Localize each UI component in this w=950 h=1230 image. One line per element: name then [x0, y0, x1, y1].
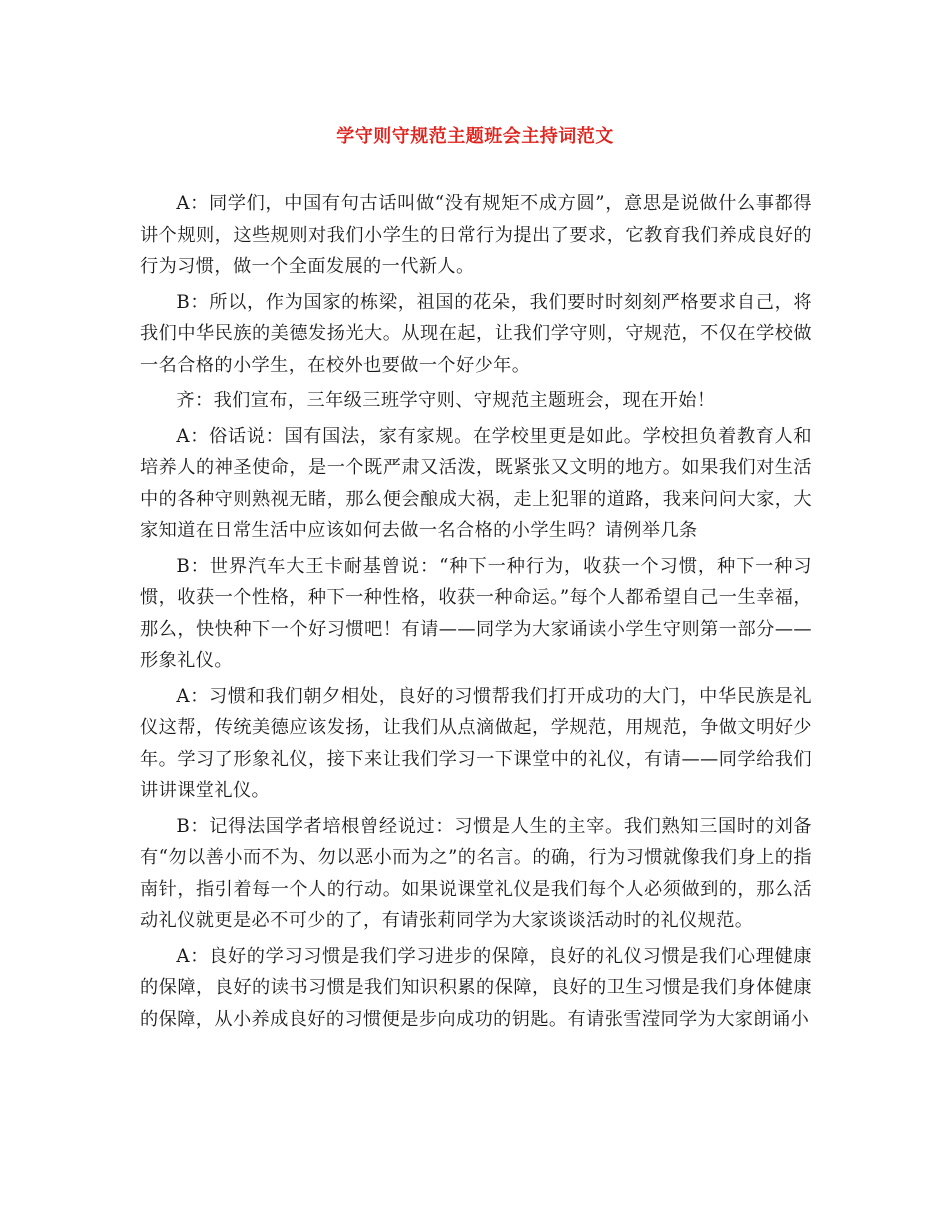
- paragraph: A：习惯和我们朝夕相处，良好的习惯帮我们打开成功的大门，中华民族是礼仪这帮，传统美德应该发扬，让我们从点滴做起，学规范，用规范，争做文明好少年。学习了形象礼仪，接下来让我们学习一下课堂中的礼仪，有请——同学给我们讲讲课堂礼仪。: [140, 685, 812, 801]
- paragraph: B：所以，作为国家的栋梁，祖国的花朵，我们要时时刻刻严格要求自己，将我们中华民族的美德发扬光大。从现在起，让我们学守则，守规范，不仅在学校做一名合格的小学生，在校外也要做一个好少年。: [140, 291, 812, 376]
- paragraph: A：良好的学习习惯是我们学习进步的保障，良好的礼仪习惯是我们心理健康的保障，良好的读书习惯是我们知识积累的保障，良好的卫生习惯是我们身体健康的保障，从小养成良好的习惯便是步向成功的钥匙。有请张雪滢同学为大家朗诵小: [140, 945, 812, 1030]
- paragraph: B：记得法国学者培根曾经说过：习惯是人生的主宰。我们熟知三国时的刘备有“勿以善小而不为、勿以恶小而为之”的名言。的确，行为习惯就像我们身上的指南针，指引着每一个人的行动。如果说课堂礼仪是我们每个人必须做到的，那么活动礼仪就更是必不可少的了，有请张莉同学为大家谈谈活动时的礼仪规范。: [140, 815, 812, 931]
- paragraph: A：同学们，中国有句古话叫做“没有规矩不成方圆”，意思是说做什么事都得讲个规则，这些规则对我们小学生的日常行为提出了要求，它教育我们养成良好的行为习惯，做一个全面发展的一代新人。: [140, 193, 812, 277]
- paragraph: 齐：我们宣布，三年级三班学守则、守规范主题班会，现在开始！: [176, 390, 716, 411]
- paragraph: B：世界汽车大王卡耐基曾说：“种下一种行为，收获一个习惯，种下一种习惯，收获一个性格，种下一种性格，收获一种命运。”每个人都希望自己一生幸福，那么，快快种下一个好习惯吧！有请——同学为大家诵读小学生守则第一部分——形象礼仪。: [140, 555, 812, 671]
- document-body: [140, 188, 812, 1039]
- paragraph: A：俗话说：国有国法，家有家规。在学校里更是如此。学校担负着教育人和培养人的神圣使命，是一个既严肃又活泼，既紧张又文明的地方。如果我们对生活中的各种守则熟视无睹，那么便会酿成大祸，走上犯罪的道路，我来问问大家，大家知道在日常生活中应该如何去做一名合格的小学生吗？请例举几条: [140, 425, 812, 541]
- document-title: 学守则守规范主题班会主持词范文: [336, 126, 614, 147]
